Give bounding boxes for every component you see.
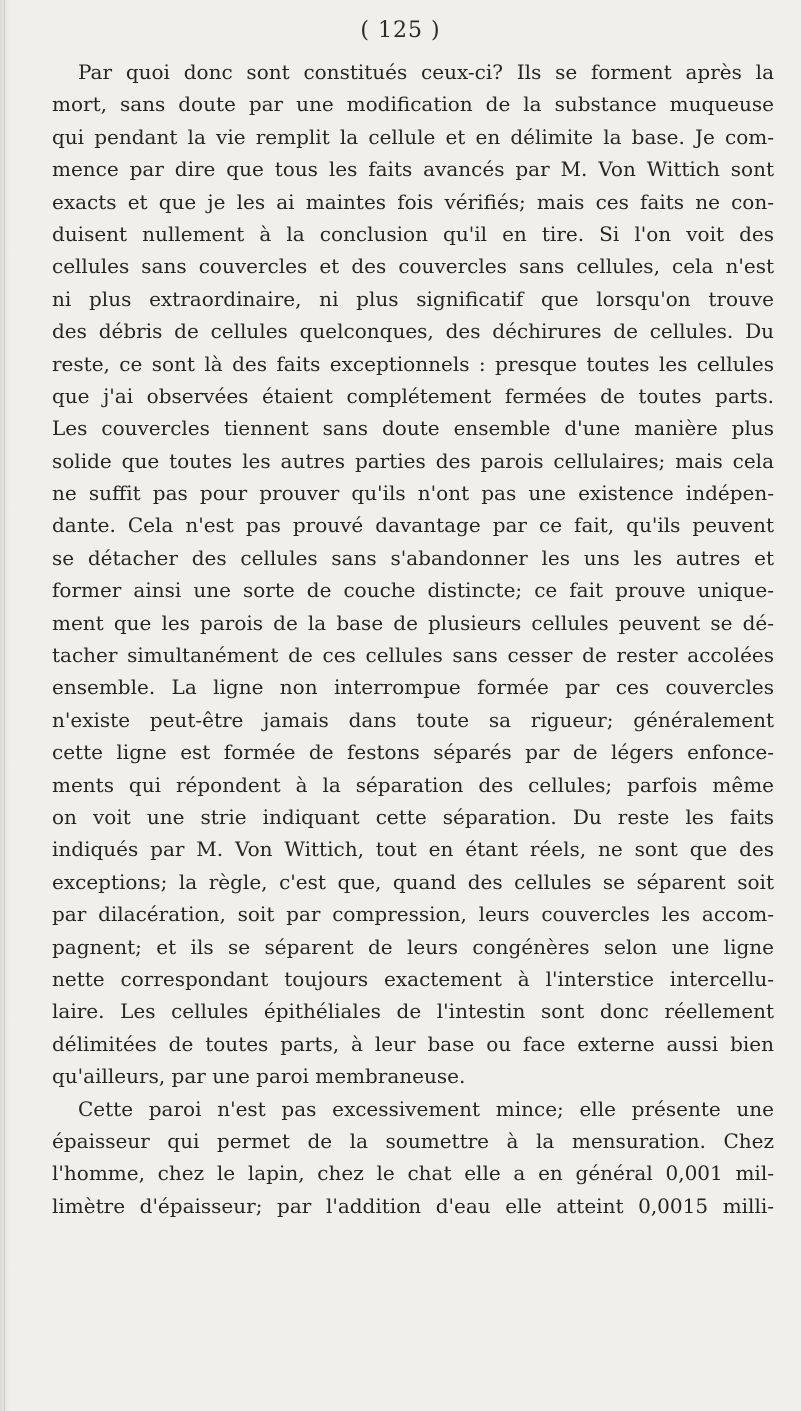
text-line: exacts et que je les ai maintes fois vérifiés; mais ces faits ne con- — [52, 189, 774, 214]
text-line: des débris de cellules quelconques, des déchirures de cellules. Du — [52, 319, 774, 344]
text-line: Cette paroi n'est pas excessivement mince; elle présente une — [78, 1096, 774, 1121]
text-line: ensemble. La ligne non interrompue formée par ces couvercles — [52, 675, 774, 700]
text-line: duisent nullement à la conclusion qu'il en tire. Si l'on voit des — [52, 221, 774, 246]
text-line: limètre d'épaisseur; par l'addition d'eau elle atteint 0,0015 milli- — [52, 1193, 774, 1218]
text-line: mort, sans doute par une modification de la substance muqueuse — [52, 92, 774, 117]
text-line: on voit une strie indiquant cette séparation. Du reste les faits — [52, 804, 774, 829]
text-line: mence par dire que tous les faits avancés par M. Von Wittich sont — [52, 157, 774, 182]
text-line: tacher simultanément de ces cellules sans cesser de rester accolées — [52, 643, 774, 668]
text-line: cellules sans couvercles et des couvercles sans cellules, cela n'est — [52, 254, 774, 279]
text-line: n'existe peut-être jamais dans toute sa rigueur; généralement — [52, 707, 774, 732]
text-line: que j'ai observées étaient complétement fermées de toutes parts. — [52, 383, 774, 408]
text-line: ne suffit pas pour prouver qu'ils n'ont pas une existence indépen- — [52, 481, 774, 506]
text-line: exceptions; la règle, c'est que, quand des cellules se séparent soit — [52, 869, 774, 894]
text-line: qui pendant la vie remplit la cellule et en délimite la base. Je com- — [52, 124, 774, 149]
body-text — [52, 56, 774, 1222]
text-line: délimitées de toutes parts, à leur base ou face externe aussi bien — [52, 1031, 774, 1056]
text-line: cette ligne est formée de festons séparés par de légers enfonce- — [52, 740, 774, 765]
text-line: laire. Les cellules épithéliales de l'intestin sont donc réellement — [52, 999, 774, 1024]
text-line: par dilacération, soit par compression, leurs couvercles les accom- — [52, 902, 774, 927]
text-line: dante. Cela n'est pas prouvé davantage par ce fait, qu'ils peuvent — [52, 513, 774, 538]
page-number: ( 125 ) — [360, 18, 441, 43]
text-line: nette correspondant toujours exactement à l'interstice intercellu- — [52, 966, 774, 991]
page-binding-line — [4, 0, 5, 1411]
text-line: se détacher des cellules sans s'abandonner les uns les autres et — [52, 545, 774, 570]
text-line: épaisseur qui permet de la soumettre à la mensuration. Chez — [52, 1128, 774, 1153]
text-line: ni plus extraordinaire, ni plus significatif que lorsqu'on trouve — [52, 286, 774, 311]
text-line: ment que les parois de la base de plusieurs cellules peuvent se dé- — [52, 610, 774, 635]
text-line: ments qui répondent à la séparation des cellules; parfois même — [52, 772, 774, 797]
text-line: l'homme, chez le lapin, chez le chat elle a en général 0,001 mil- — [52, 1161, 774, 1186]
text-line: Par quoi donc sont constitués ceux-ci? Ils se forment après la — [78, 60, 774, 84]
text-line: Les couvercles tiennent sans doute ensemble d'une manière plus — [52, 416, 774, 441]
text-line: pagnent; et ils se séparent de leurs congénères selon une ligne — [52, 934, 774, 959]
text-line: reste, ce sont là des faits exceptionnels : presque toutes les cellules — [52, 351, 774, 376]
text-line: indiqués par M. Von Wittich, tout en étant réels, ne sont que des — [52, 837, 774, 862]
page-binding-edge — [0, 0, 10, 1411]
text-line: former ainsi une sorte de couche distincte; ce fait prouve unique- — [52, 578, 774, 603]
text-line: qu'ailleurs, par une paroi membraneuse. — [52, 1064, 466, 1089]
text-line: solide que toutes les autres parties des parois cellulaires; mais cela — [52, 448, 774, 473]
